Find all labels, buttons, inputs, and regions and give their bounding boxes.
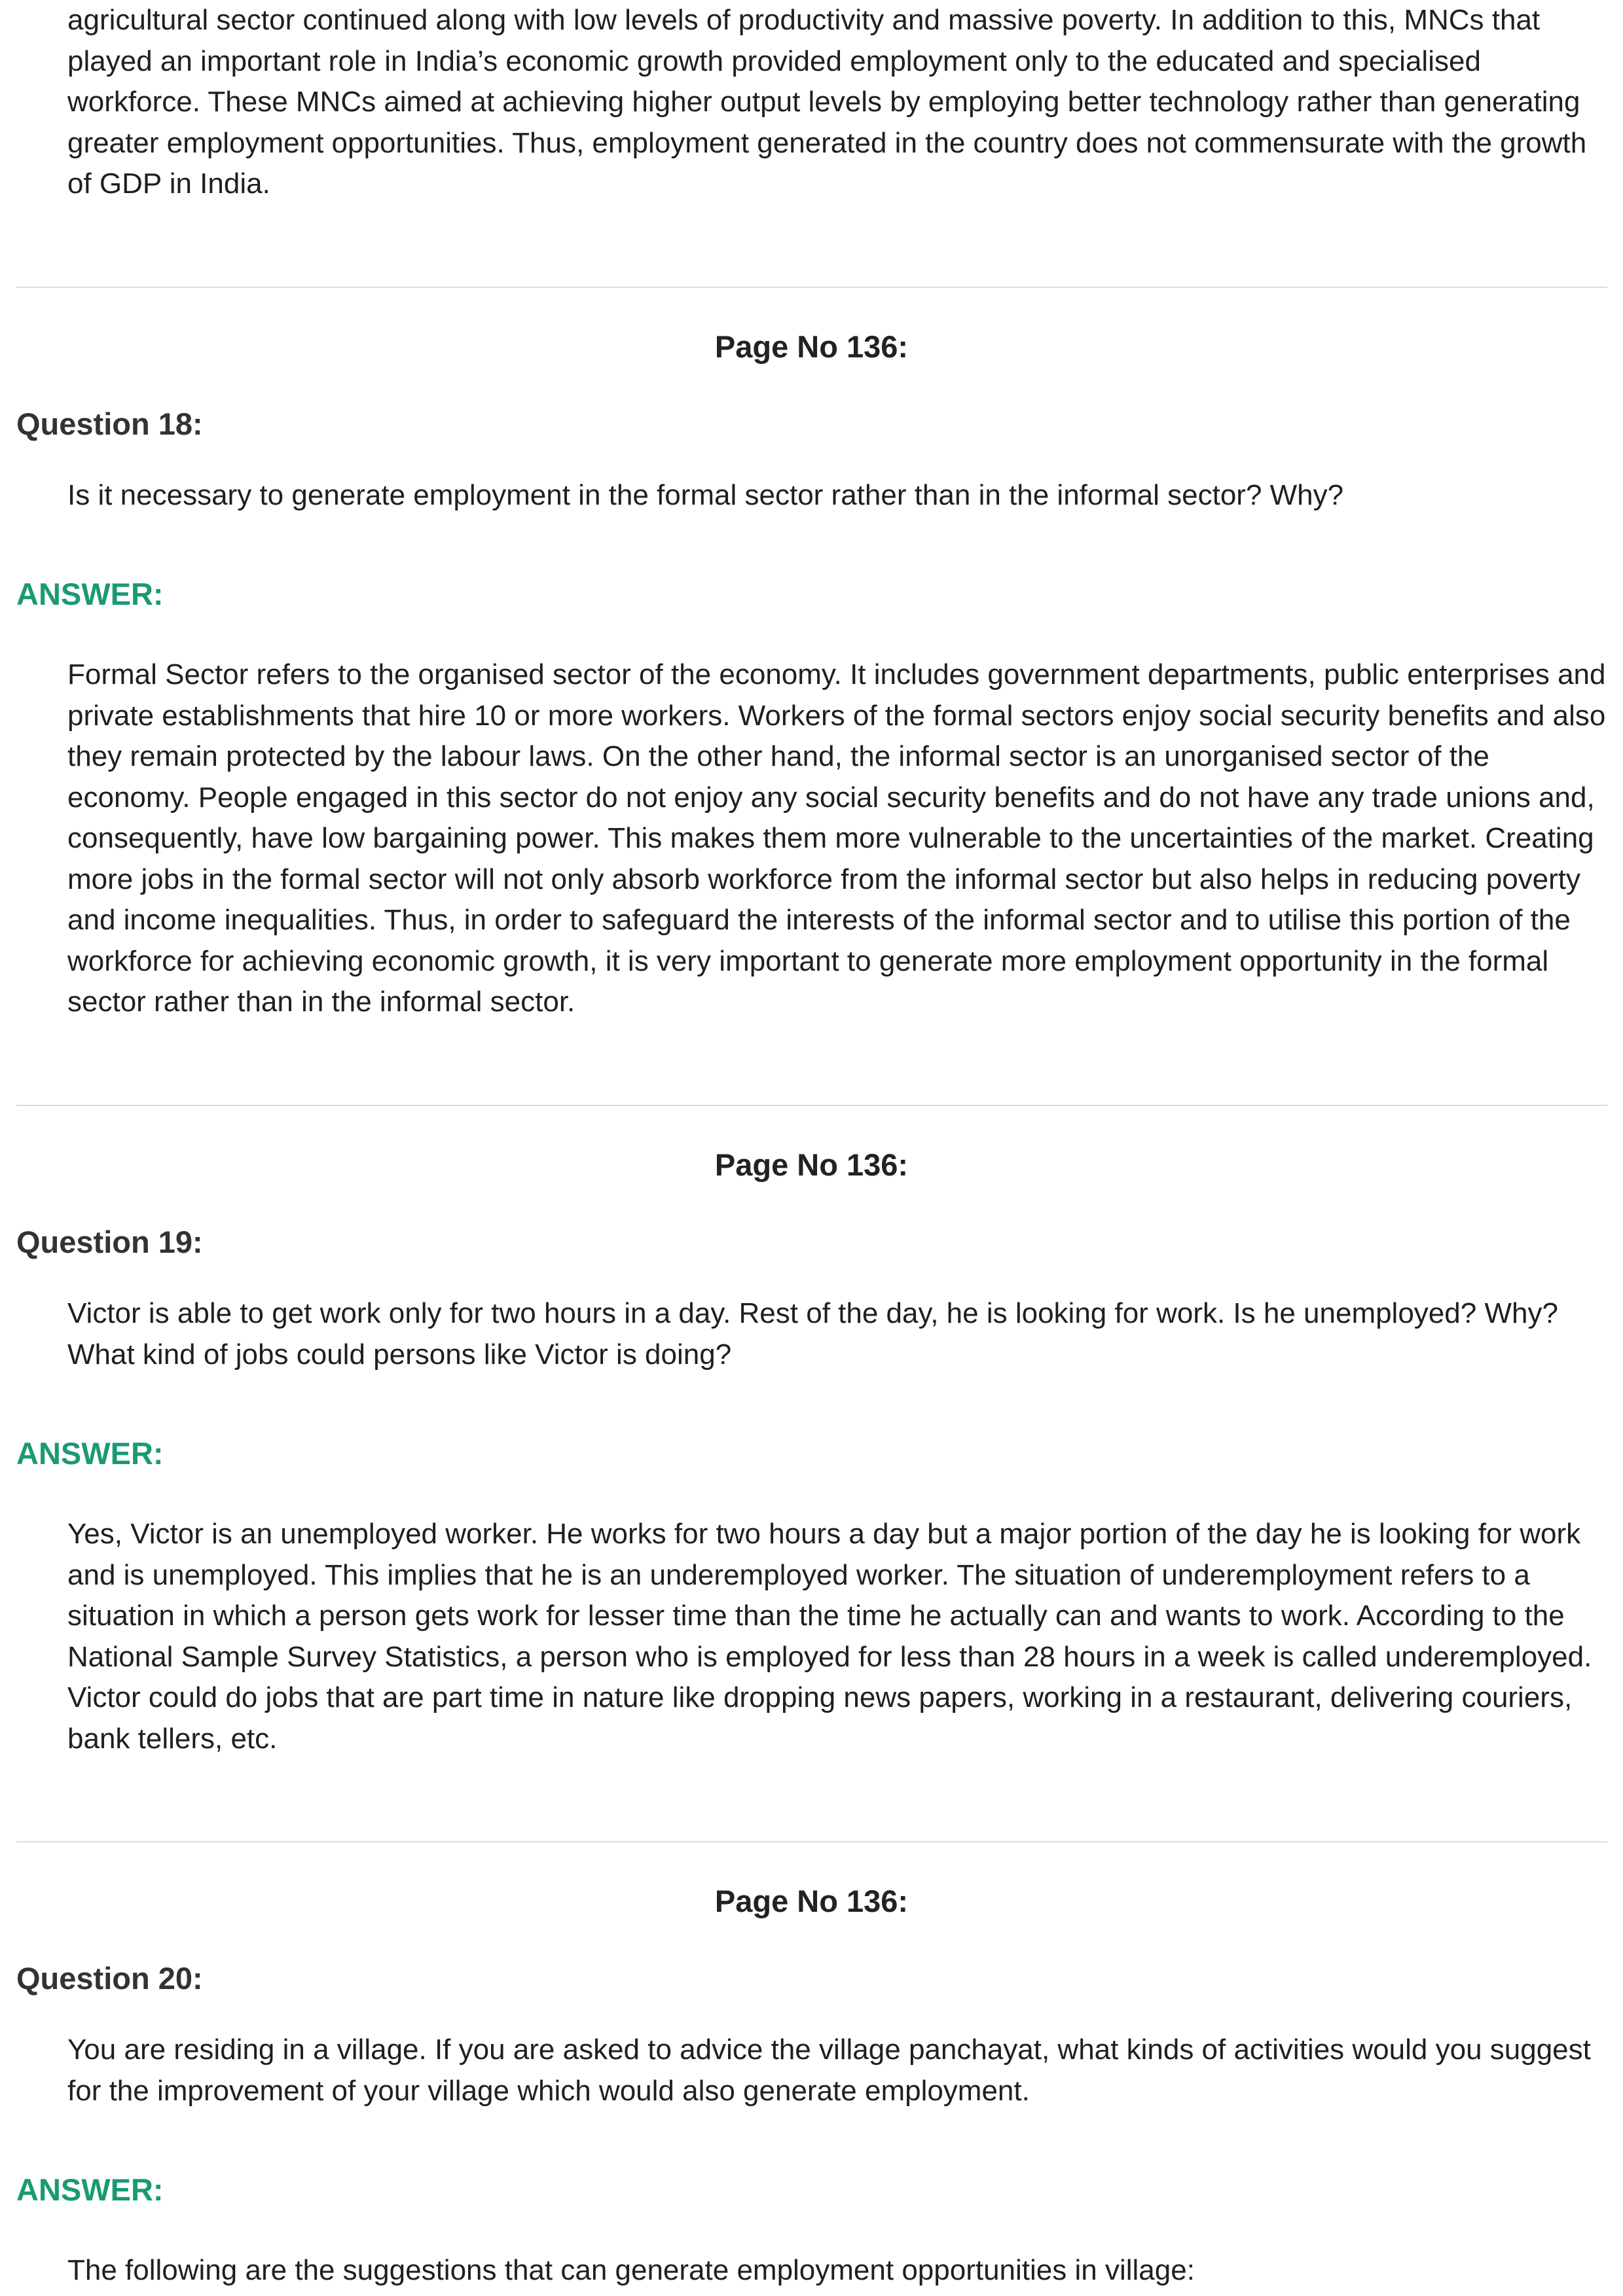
answer-text: The following are the suggestions that can generate employment opportunities in village: (67, 2254, 1195, 2286)
section-divider (16, 287, 1607, 288)
answer-text: Formal Sector refers to the organised sector of the economy. It includes government departments, public enterprises and private establishments that hire 10 or more workers. Workers of the formal sectors enjoy social security benefits and also they remain protected by the labour laws. On the other hand, the informal sector is an unorganised sector of the economy. People engaged in this sector do not enjoy any social security benefits and do not have any trade unions and, consequently, have low bargaining power. This makes them more vulnerable to the uncertainties of the market. Creating more jobs in the formal sector will not only absorb workforce from the informal sector but also helps in reducing poverty and income inequalities. Thus, in order to safeguard the interests of the informal sector and to utilise this portion of the workforce for achieving economic growth, it is very important to generate more employment opportunity in the formal sector rather than in the informal sector. (67, 658, 1606, 1018)
question-label: Question 19: (16, 1225, 203, 1259)
question-text: You are residing in a village. If you are asked to advice the village panchayat, what kinds of activities would you suggest for the improvement of your village which would also generate employment. (67, 2034, 1591, 2107)
intro-paragraph: agricultural sector continued along with low levels of productivity and massive poverty. In addition to this, MNCs that played an important role in India’s economic growth provided employment only to the educated and specialised workforce. These MNCs aimed at achieving higher output levels by employing better technology rather than generating greater employment opportunities. Thus, employment generated in the country does not commensurate with the growth of GDP in India. (67, 4, 1587, 200)
question-text: Is it necessary to generate employment in the formal sector rather than in the informal sector? Why? (67, 479, 1344, 511)
page-number-label: Page No 136: (714, 1884, 909, 1918)
question-label: Question 20: (16, 1961, 203, 1996)
section-divider (16, 1841, 1607, 1842)
answer-label: ANSWER: (16, 2172, 164, 2207)
answer-label: ANSWER: (16, 577, 164, 611)
page-number-label: Page No 136: (714, 329, 909, 364)
question-label: Question 18: (16, 406, 203, 441)
question-text: Victor is able to get work only for two hours in a day. Rest of the day, he is looking for work. Is he unemployed? Why? What kind of jobs could persons like Victor is doing? (67, 1297, 1558, 1371)
answer-label: ANSWER: (16, 1436, 164, 1471)
page-number-label: Page No 136: (714, 1147, 909, 1182)
answer-text: Yes, Victor is an unemployed worker. He works for two hours a day but a major portion of the day he is looking for work and is unemployed. This implies that he is an underemployed worker. The situation of underemployment refers to a situation in which a person gets work for lesser time than the time he actually can and wants to work. According to the National Sample Survey Statistics, a person who is employed for less than 28 hours in a week is called underemployed. Victor could do jobs that are part time in nature like dropping news papers, working in a restaurant, delivering couriers, bank tellers, etc. (67, 1518, 1592, 1755)
section-divider (16, 1105, 1607, 1106)
